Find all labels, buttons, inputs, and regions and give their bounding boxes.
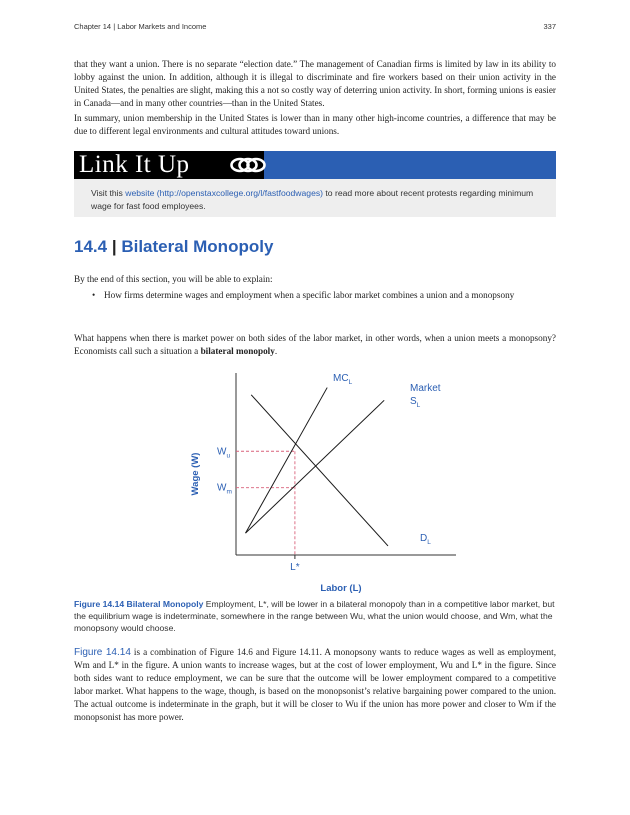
- y-axis-label: Wage (W): [190, 452, 201, 496]
- market-label: Market: [410, 383, 441, 394]
- demand-d-l-label: $D_L$: [420, 533, 431, 546]
- x-axis-label: Labor (L): [320, 583, 362, 594]
- wu-tick-label: $W_u$: [217, 446, 231, 460]
- key-term-bilateral-monopoly: bilateral monopoly: [200, 346, 275, 357]
- paragraph-figure-discussion: [74, 646, 556, 725]
- supply-s-l-label: $S_L$: [410, 396, 421, 409]
- chapter-title: Chapter 14 | Labor Markets and Income: [74, 22, 207, 31]
- section-title: Bilateral Monopoly: [121, 237, 274, 256]
- page-number: 337: [543, 22, 556, 31]
- figure-caption: [74, 598, 556, 634]
- fastfoodwages-link[interactable]: website (http://openstaxcollege.org/l/fastfoodwages): [125, 188, 324, 198]
- paragraph-bilateral-intro: [74, 332, 556, 358]
- chain-link-icon: [230, 154, 266, 176]
- p3-end: .: [274, 346, 278, 357]
- section-heading: [74, 237, 273, 257]
- figure-14-14-link[interactable]: Figure 14.14: [74, 647, 131, 658]
- link-it-up-text: [91, 187, 546, 213]
- section-separator: |: [111, 237, 117, 256]
- link-text-before: Visit this: [91, 188, 126, 198]
- figure-caption-text: Employment, L*, will be lower in a bilateral monopoly than in a competitive labor market, but the equilibrium wage is indeterminate, somewhere in the range between Wu, what the union would choose, and Wm, what the monopsony would choose.: [74, 599, 555, 633]
- objectives-intro: By the end of this section, you will be able to explain:: [74, 274, 273, 284]
- objective-item: • How firms determine wages and employment when a specific labor market combines a union and a monopsony: [104, 289, 556, 303]
- section-number: 14.4: [74, 237, 108, 256]
- link-it-up-banner: [74, 151, 556, 179]
- link-text-after: to read more about recent protests regarding minimum wage for fast food employees.: [91, 188, 534, 211]
- paragraph-canada-unions: that they want a union. There is no separate “election date.” The management of Canadian firms is limited by law in its ability to lobby against the union. In addition, although it is illegal to discriminate and fire workers based on their union activity in the United States, the penalties are slight, making this a not so costly way of deterring union activity. In short, forming unions is easier in Canada—and in many other countries—than in the United States.: [74, 59, 556, 109]
- objectives-list: [74, 289, 556, 303]
- lstar-tick-label: L*: [290, 562, 300, 573]
- p3-text: What happens when there is market power on both sides of the labor market, in other words, when a union meets a monopsony? Economists call such a situation a: [74, 333, 556, 357]
- link-it-up-title: Link It Up: [79, 151, 190, 178]
- paragraph-summary: In summary, union membership in the United States is lower than in many other high-income countries, a difference that may be due to different legal environments and cultural attitudes toward unions.: [74, 113, 556, 137]
- running-header: [74, 22, 556, 34]
- mc-l-label: $MC_L$: [333, 373, 353, 386]
- learning-objectives: [74, 273, 556, 302]
- curve-mc-l: [246, 388, 328, 534]
- figure-label: Figure 14.14 Bilateral Monopoly: [74, 599, 204, 609]
- curve-d-l: [251, 395, 388, 546]
- curve-market-s-l: [246, 400, 385, 533]
- bilateral-monopoly-chart: [180, 363, 480, 595]
- wm-tick-label: $W_m$: [217, 482, 232, 496]
- link-it-up-box: [74, 151, 556, 217]
- p4-text: is a combination of Figure 14.6 and Figure 14.11. A monopsony wants to reduce wages as well as employment, Wm and L* in the figure. A union wants to increase wages, but at the cost of lower employment, Wu and L* in the figure. Since both sides want to reduce employment, we can be sure that the outcome will be lower employment compared to a competitive labor market. What happens to the wage, though, is based on the monopsonist’s relative bargaining power compared to the union. The actual outcome is indeterminate in the graph, but it will be closer to Wu if the union has more power and closer to Wm if the monopsonist has more power.: [74, 647, 556, 723]
